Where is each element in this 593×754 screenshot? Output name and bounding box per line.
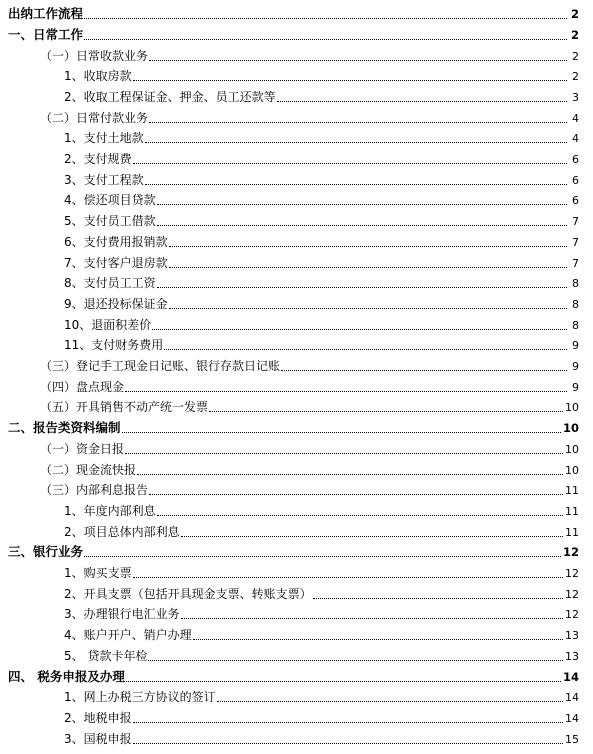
toc-entry[interactable] [64, 148, 579, 169]
toc-entry-label: （五）开具销售不动产统一发票 [40, 400, 209, 415]
toc-entry[interactable] [8, 542, 579, 563]
toc-entry[interactable] [40, 376, 579, 397]
toc-entry-label: 8、支付员工工资 [64, 276, 156, 291]
toc-entry-page: 6 [572, 153, 579, 167]
toc-dot-leader [125, 391, 567, 392]
toc-dot-leader [133, 722, 563, 723]
toc-entry-page: 8 [572, 297, 579, 311]
toc-entry[interactable] [64, 190, 579, 211]
toc-entry-page: 10 [562, 421, 579, 436]
toc-dot-leader [84, 18, 567, 19]
toc-dot-leader [217, 701, 563, 702]
toc-entry-label: 1、收取房款 [64, 69, 132, 84]
toc-entry[interactable] [64, 604, 579, 625]
toc-entry[interactable] [40, 397, 579, 418]
toc-dot-leader [209, 411, 563, 412]
toc-entry-label: 1、年度内部利息 [64, 503, 156, 518]
toc-entry-page: 15 [565, 732, 579, 746]
toc-entry-label: 1、网上办税三方协议的签订 [64, 690, 216, 705]
toc-entry-page: 8 [572, 277, 579, 291]
toc-dot-leader [133, 80, 567, 81]
toc-entry-label: 4、账户开户、销户办理 [64, 628, 192, 643]
toc-entry-page: 4 [572, 132, 579, 146]
toc-dot-leader [149, 494, 563, 495]
toc-entry-label: （一）资金日报 [40, 441, 125, 456]
toc-entry-page: 14 [565, 711, 579, 725]
toc-dot-leader [193, 639, 563, 640]
toc-entry-label: 3、办理银行电汇业务 [64, 607, 180, 622]
toc-entry-page: 2 [572, 49, 579, 63]
toc-entry[interactable] [64, 625, 579, 646]
toc-dot-leader [133, 577, 563, 578]
toc-entry[interactable] [8, 666, 579, 687]
toc-dot-leader [152, 329, 567, 330]
toc-entry-label: （二）日常付款业务 [40, 110, 149, 125]
toc-entry-page: 4 [572, 111, 579, 125]
toc-entry-label: 5、 贷款卡年检 [64, 648, 148, 663]
toc-entry[interactable] [40, 438, 579, 459]
toc-dot-leader [181, 618, 563, 619]
toc-entry-page: 13 [565, 629, 579, 643]
toc-entry-page: 9 [572, 360, 579, 374]
toc-entry-page: 8 [572, 318, 579, 332]
toc-entry-label: 3、国税申报 [64, 731, 132, 746]
toc-entry[interactable] [64, 273, 579, 294]
toc-dot-leader [125, 453, 563, 454]
toc-entry-page: 6 [572, 173, 579, 187]
toc-entry-label: （四）盘点现金 [40, 379, 125, 394]
toc-entry-label: 一、日常工作 [8, 26, 84, 42]
toc-dot-leader [84, 39, 567, 40]
toc-entry-page: 12 [562, 545, 579, 560]
toc-entry-label: 2、收取工程保证金、押金、员工还款等 [64, 89, 276, 104]
toc-entry-label: 2、支付规费 [64, 152, 132, 167]
toc-entry-label: 1、支付土地款 [64, 131, 144, 146]
toc-entry-page: 11 [565, 525, 579, 539]
toc-dot-leader [133, 163, 567, 164]
toc-entry-page: 13 [565, 649, 579, 663]
toc-entry[interactable] [64, 583, 579, 604]
toc-dot-leader [277, 101, 567, 102]
toc-entry-page: 10 [565, 442, 579, 456]
toc-entry-label: （三）登记手工现金日记账、银行存款日记账 [40, 359, 281, 374]
toc-entry-page: 7 [572, 215, 579, 229]
toc-entry[interactable] [64, 231, 579, 252]
toc-entry-label: 5、支付员工借款 [64, 214, 156, 229]
toc-entry-label: 7、支付客户退房款 [64, 255, 168, 270]
toc-entry-page: 11 [565, 504, 579, 518]
toc-entry[interactable] [64, 728, 579, 749]
toc-entry-page: 14 [562, 669, 579, 684]
toc-entry[interactable] [64, 314, 579, 335]
toc-entry-label: 出纳工作流程 [8, 6, 84, 22]
toc-dot-leader [157, 204, 567, 205]
toc-entry[interactable] [8, 24, 579, 45]
toc-entry[interactable] [64, 66, 579, 87]
toc-entry[interactable] [64, 500, 579, 521]
toc-entry-label: （二）现金流快报 [40, 462, 137, 477]
toc-entry-page: 7 [572, 256, 579, 270]
toc-dot-leader [281, 370, 567, 371]
toc-entry[interactable] [64, 707, 579, 728]
toc-entry[interactable] [64, 252, 579, 273]
toc-dot-leader [313, 598, 563, 599]
toc-entry[interactable] [64, 211, 579, 232]
toc-entry-page: 12 [565, 567, 579, 581]
toc-entry-label: 3、支付工程款 [64, 172, 144, 187]
toc-entry[interactable] [40, 107, 579, 128]
toc-entry[interactable] [8, 4, 579, 25]
toc-entry-label: （三）内部利息报告 [40, 483, 149, 498]
toc-dot-leader [181, 536, 563, 537]
toc-entry[interactable] [64, 521, 579, 542]
toc-entry-page: 3 [572, 90, 579, 104]
toc-entry[interactable] [64, 169, 579, 190]
toc-entry-page: 2 [570, 7, 579, 22]
toc-entry[interactable] [64, 86, 579, 107]
toc-entry[interactable] [40, 355, 579, 376]
toc-entry-page: 9 [572, 339, 579, 353]
toc-dot-leader [148, 660, 563, 661]
toc-entry-label: 4、偿还项目贷款 [64, 193, 156, 208]
toc-entry[interactable] [64, 562, 579, 583]
toc-entry-page: 2 [572, 70, 579, 84]
toc-entry-page: 14 [565, 691, 579, 705]
toc-entry-label: 6、支付费用报销款 [64, 234, 168, 249]
toc-entry-label: 10、退面积差价 [64, 317, 152, 332]
toc-entry[interactable] [64, 687, 579, 708]
toc-entry[interactable] [64, 128, 579, 149]
toc-entry-label: 9、退还投标保证金 [64, 296, 168, 311]
toc-entry-page: 7 [572, 235, 579, 249]
toc-entry[interactable] [8, 418, 579, 439]
toc-dot-leader [126, 681, 561, 682]
toc-entry[interactable] [64, 645, 579, 666]
toc-entry-label: 2、开具支票（包括开具现金支票、转账支票） [64, 586, 312, 601]
toc-dot-leader [145, 142, 567, 143]
toc-entry-label: （一）日常收款业务 [40, 48, 149, 63]
toc-entry-page: 12 [565, 608, 579, 622]
toc-dot-leader [169, 308, 567, 309]
toc-entry[interactable] [40, 459, 579, 480]
toc-entry-label: 11、支付财务费用 [64, 338, 164, 353]
toc-dot-leader [137, 474, 563, 475]
toc-entry[interactable] [40, 480, 579, 501]
toc-dot-leader [157, 287, 567, 288]
toc-entry-page: 10 [565, 401, 579, 415]
toc-entry-page: 9 [572, 380, 579, 394]
toc-entry-label: 三、银行业务 [8, 544, 84, 560]
toc-entry-page: 11 [565, 484, 579, 498]
toc-dot-leader [122, 432, 561, 433]
toc-dot-leader [164, 349, 567, 350]
toc-entry-page: 10 [565, 463, 579, 477]
toc-dot-leader [133, 743, 563, 744]
toc-entry-page: 6 [572, 194, 579, 208]
toc-entry-label: 1、购买支票 [64, 566, 132, 581]
toc-dot-leader [149, 122, 567, 123]
toc-entry[interactable] [64, 293, 579, 314]
toc-entry-page: 12 [565, 587, 579, 601]
toc-entry[interactable] [64, 335, 579, 356]
toc-entry-label: 四、 税务申报及办理 [8, 668, 125, 684]
toc-dot-leader [157, 515, 563, 516]
toc-dot-leader [145, 184, 567, 185]
toc-dot-leader [169, 246, 567, 247]
toc-dot-leader [149, 60, 567, 61]
toc-dot-leader [157, 225, 567, 226]
toc-entry-label: 二、报告类资料编制 [8, 420, 121, 436]
toc-entry-label: 2、项目总体内部利息 [64, 524, 180, 539]
toc-entry[interactable] [40, 45, 579, 66]
toc-entry-label: 2、地税申报 [64, 710, 132, 725]
toc-dot-leader [169, 267, 567, 268]
toc-dot-leader [84, 556, 561, 557]
toc-entry-page: 2 [570, 27, 579, 42]
